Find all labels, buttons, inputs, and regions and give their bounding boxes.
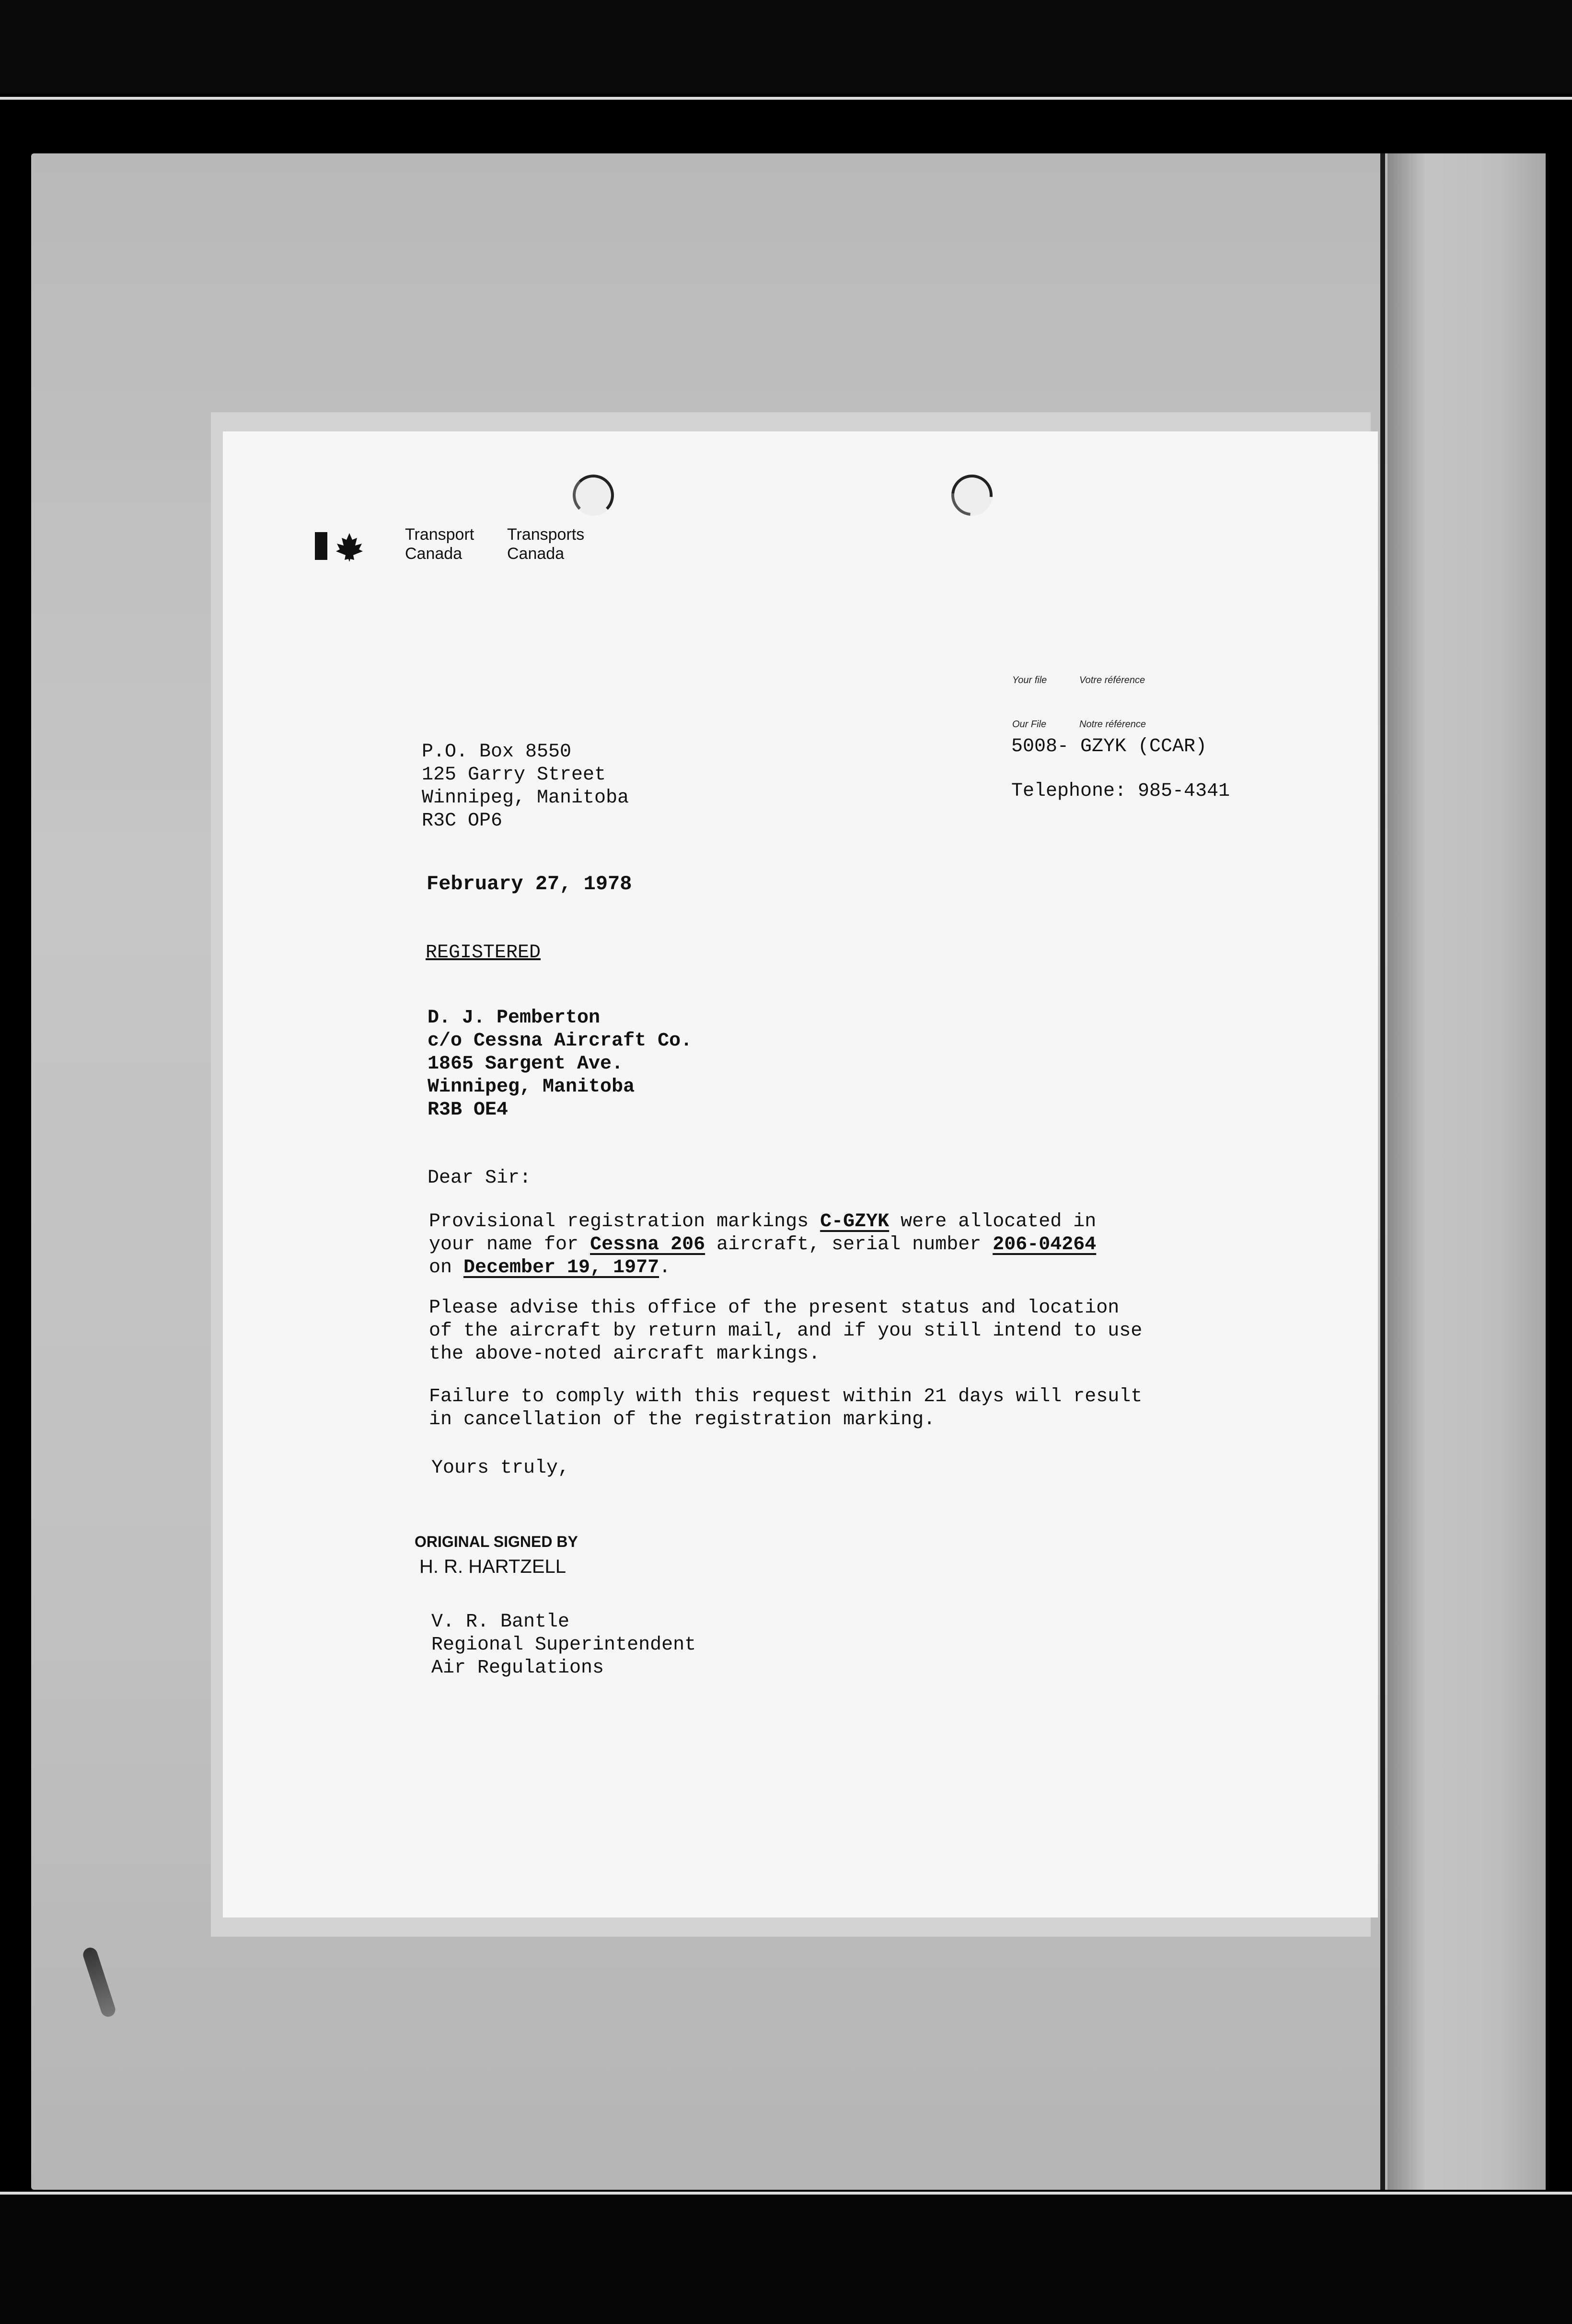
signatory-title: Regional Superintendent	[431, 1634, 696, 1656]
address-line: 125 Garry Street	[422, 764, 606, 786]
signatory-name: V. R. Bantle	[431, 1611, 570, 1633]
paragraph-allocation: Provisional registration markings C-GZYK were allocated in your name for Cessna 206 aircraft, serial number 206-04264 on December 19, 1977.	[429, 1211, 1097, 1278]
our-file-label-fr: Notre référence	[1079, 719, 1146, 730]
aircraft-type: Cessna 206	[590, 1234, 705, 1255]
closing: Yours truly,	[431, 1457, 570, 1479]
registered-label: REGISTERED	[426, 942, 541, 964]
letterhead-french	[507, 525, 584, 563]
letter-date: February 27, 1978	[427, 872, 632, 895]
letterhead-fr-line1: Transports	[507, 525, 585, 544]
film-border-bottom	[0, 2195, 1572, 2324]
recipient-line: c/o Cessna Aircraft Co.	[428, 1030, 693, 1052]
folder-edge-line	[1380, 153, 1385, 2190]
paragraph-advise: Please advise this office of the present status and location of the aircraft by return mail, and if you still intend to use the above-noted aircraft markings.	[429, 1297, 1143, 1365]
recipient-line: R3B OE4	[428, 1099, 509, 1121]
serial-number: 206-04264	[993, 1234, 1097, 1255]
stamp-line2: H. R. HARTZELL	[419, 1556, 566, 1577]
registration-marking: C-GZYK	[820, 1211, 890, 1232]
signatory-division: Air Regulations	[431, 1657, 604, 1679]
address-line: R3C OP6	[422, 810, 503, 832]
address-line: Winnipeg, Manitoba	[422, 787, 629, 809]
our-file-label: Our File	[1012, 719, 1047, 730]
letter-page	[223, 431, 1378, 1917]
punch-hole	[573, 475, 614, 516]
recipient-line: 1865 Sargent Ave.	[428, 1053, 624, 1075]
stamp-line1: ORIGINAL SIGNED BY	[415, 1533, 578, 1550]
your-file-label: Your file	[1012, 675, 1047, 686]
letterhead-fr-line2: Canada	[507, 545, 565, 563]
sender-address	[422, 741, 629, 833]
canada-flag-icon	[315, 531, 368, 562]
film-rule-top	[0, 97, 1572, 100]
allocation-date: December 19, 1977	[463, 1257, 659, 1278]
letterhead-english	[405, 525, 474, 563]
letterhead-en-line1: Transport	[405, 525, 474, 544]
letterhead-en-line2: Canada	[405, 545, 462, 563]
recipient-line: D. J. Pemberton	[428, 1007, 601, 1029]
paragraph-failure: Failure to comply with this request within 21 days will result in cancellation of the registration marking.	[429, 1386, 1143, 1430]
film-border-top	[0, 0, 1572, 93]
telephone: Telephone: 985-4341	[1011, 780, 1230, 802]
address-line: P.O. Box 8550	[422, 741, 572, 763]
recipient-line: Winnipeg, Manitoba	[428, 1076, 635, 1098]
signatory-block	[431, 1611, 696, 1680]
signature-stamp	[415, 1529, 578, 1579]
your-file-label-fr: Votre référence	[1079, 675, 1145, 686]
our-file-number: 5008- GZYK (CCAR)	[1011, 736, 1207, 757]
salutation: Dear Sir:	[428, 1167, 532, 1189]
folder-edge	[1387, 153, 1546, 2190]
recipient-address	[428, 1007, 692, 1122]
